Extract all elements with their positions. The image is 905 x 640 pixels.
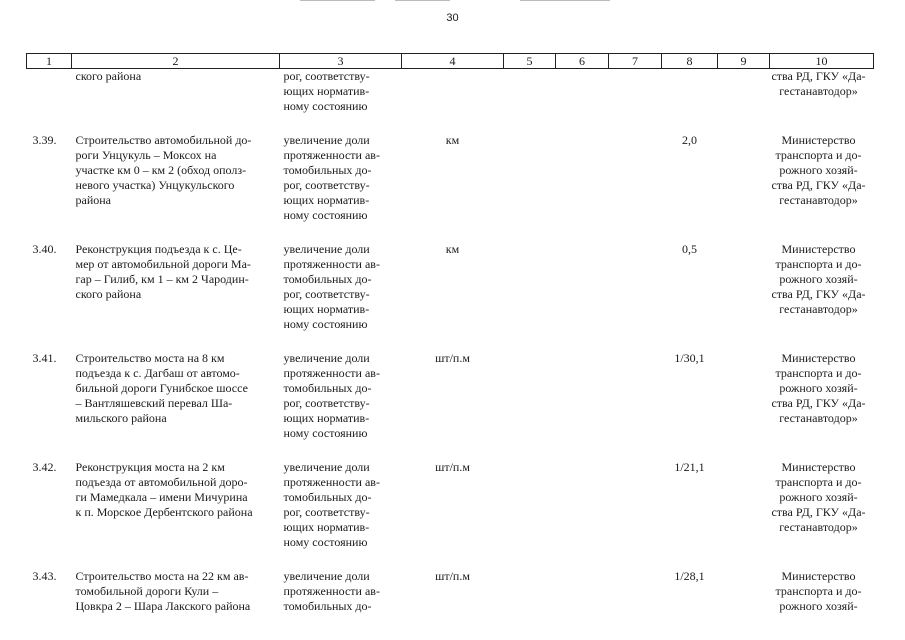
value-text: 1/30,1 <box>674 351 705 365</box>
executor-text: Министерство транспорта и до- рожного хозяй- ства РД, ГКУ «Да- гестанавтодор» <box>771 351 866 425</box>
col-header-8: 8 <box>662 54 718 69</box>
row-number: 3.40. <box>32 242 57 256</box>
col-header-10: 10 <box>770 54 874 69</box>
row-number: 3.39. <box>32 133 57 147</box>
col-header-4: 4 <box>402 54 504 69</box>
col-header-7: 7 <box>609 54 662 69</box>
unit-text: шт/п.м <box>435 351 470 365</box>
col-header-6: 6 <box>556 54 609 69</box>
unit-text: шт/п.м <box>435 460 470 474</box>
unit-text: км <box>445 133 460 147</box>
value-text: 0,5 <box>682 242 697 256</box>
indicator-text: увеличение доли протяженности ав- томобильных до- рог, соответству- ющих норматив- ному состоянию <box>283 133 380 222</box>
unit-text: км <box>445 242 460 256</box>
page-number: 30 <box>446 12 459 24</box>
col-header-3: 3 <box>280 54 402 69</box>
indicator-text: рог, соответству- ющих норматив- ному состоянию <box>283 69 370 113</box>
table-row <box>27 460 874 550</box>
col-header-5: 5 <box>504 54 556 69</box>
row-number: 3.42. <box>32 460 57 474</box>
executor-text: Министерство транспорта и до- рожного хозяй- ства РД, ГКУ «Да- гестанавтодор» <box>771 133 866 207</box>
table-row-continuation <box>27 69 874 115</box>
value-text: 1/21,1 <box>674 460 705 474</box>
value-text: 2,0 <box>682 133 697 147</box>
column-number-header <box>27 54 874 69</box>
measure-name: Реконструкция моста на 2 км подъезда от автомобильной доро- ги Мамедкала – имени Мичурина к п. Морское Дербентского района <box>75 460 253 519</box>
indicator-text: увеличение доли протяженности ав- томобильных до- <box>283 569 380 613</box>
col-header-9: 9 <box>718 54 770 69</box>
measure-name: Реконструкция подъезда к с. Це- мер от автомобильной дороги Ма- гар – Гилиб, км 1 – км 2 Чародин- ского района <box>75 242 251 301</box>
table-row <box>27 242 874 332</box>
row-number: 3.41. <box>32 351 57 365</box>
measure-name: Строительство моста на 22 км ав- томобильной дороги Кули – Цовкра 2 – Шара Лакского района <box>75 569 251 613</box>
row-number: 3.43. <box>32 569 57 583</box>
indicator-text: увеличение доли протяженности ав- томобильных до- рог, соответству- ющих норматив- ному состоянию <box>283 351 380 440</box>
measure-name: Строительство моста на 8 км подъезда к с. Дагбаш от автомо- бильной дороги Гунибское шоссе – Вантляшевский перевал Ша- мильского района <box>75 351 248 425</box>
indicator-text: увеличение доли протяженности ав- томобильных до- рог, соответству- ющих норматив- ному состоянию <box>283 242 380 331</box>
executor-text: ства РД, ГКУ «Да- гестанавтодор» <box>771 69 866 98</box>
executor-text: Министерство транспорта и до- рожного хозяй- ства РД, ГКУ «Да- гестанавтодор» <box>771 242 866 316</box>
indicator-text: увеличение доли протяженности ав- томобильных до- рог, соответству- ющих норматив- ному состоянию <box>283 460 380 549</box>
table-row <box>27 133 874 223</box>
measure-name: ского района <box>75 69 142 83</box>
table-row <box>27 351 874 441</box>
col-header-1: 1 <box>27 54 72 69</box>
unit-text: шт/п.м <box>435 569 470 583</box>
program-table <box>26 53 874 614</box>
col-header-2: 2 <box>72 54 280 69</box>
executor-text: Министерство транспорта и до- рожного хозяй- <box>775 569 862 613</box>
measure-name: Строительство автомобильной до- роги Унцукуль – Моксох на участке км 0 – км 2 (обход ополз- невого участка) Унцукульского района <box>75 133 252 207</box>
executor-text: Министерство транспорта и до- рожного хозяй- ства РД, ГКУ «Да- гестанавтодор» <box>771 460 866 534</box>
table-row <box>27 569 874 614</box>
value-text: 1/28,1 <box>674 569 705 583</box>
